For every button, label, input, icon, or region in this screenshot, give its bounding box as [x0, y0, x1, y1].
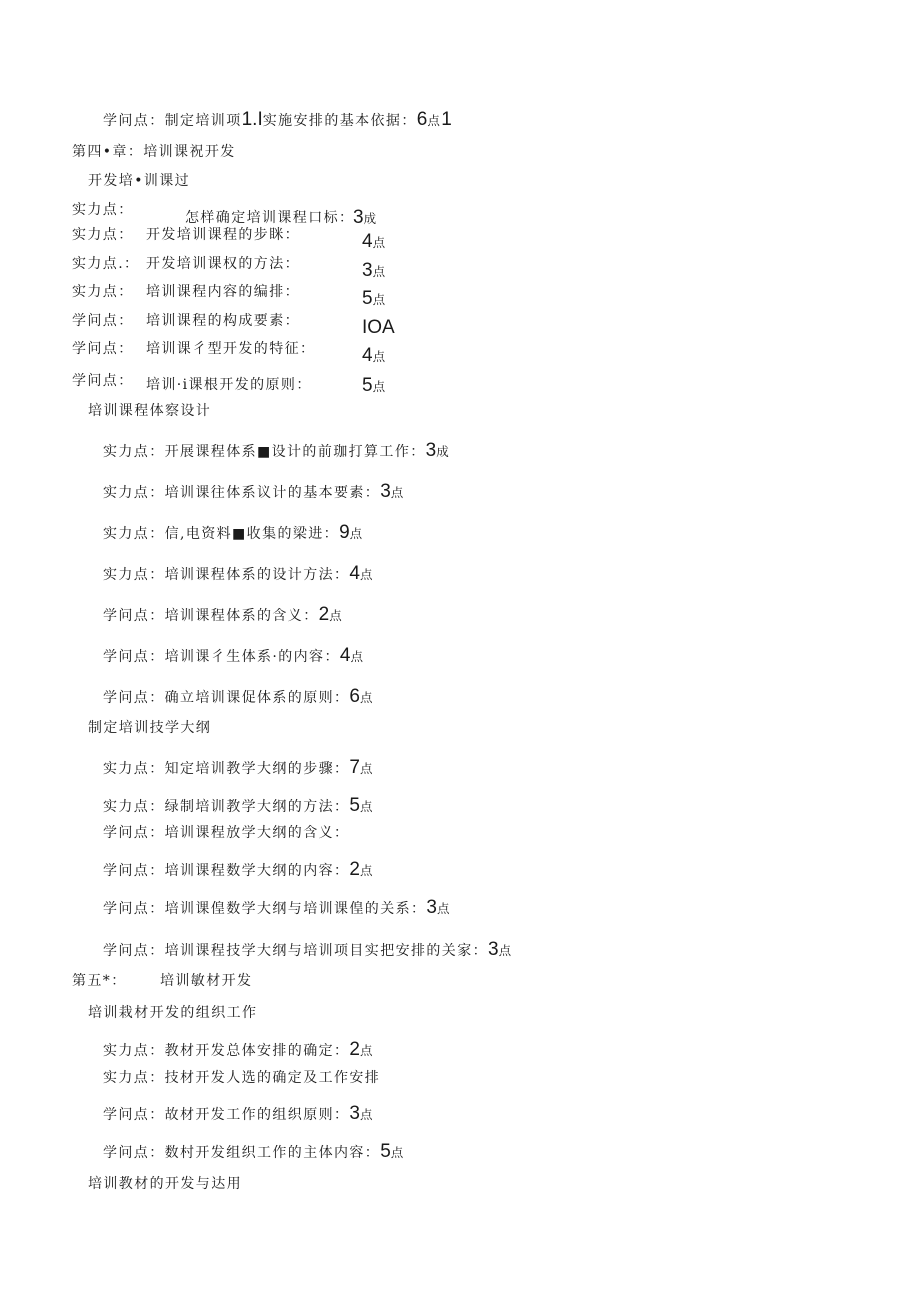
score-number: 4	[362, 231, 373, 252]
score-number: 3	[380, 481, 391, 502]
score-number: 3	[353, 207, 364, 228]
point-line	[103, 605, 343, 624]
score-unit: 点	[372, 292, 387, 307]
score-unit: 点	[427, 113, 442, 128]
point-line	[103, 564, 374, 583]
score-unit: 点	[359, 567, 374, 582]
section-heading: 培训教材的开发与达用	[88, 1176, 242, 1192]
score-number: IOA	[362, 317, 395, 338]
score-unit: 成	[436, 444, 451, 459]
point-line	[103, 1104, 374, 1123]
score-number: 3	[349, 1103, 360, 1124]
score-unit: 点	[498, 943, 513, 958]
point-text: 学问点：故材开发工作的组织原则：	[103, 1107, 350, 1123]
section-heading: 培训课程体察设计	[88, 403, 212, 419]
point-text: 学问点：培训课程数学大纲的内容：	[103, 863, 350, 879]
score-number: 5	[362, 375, 373, 396]
point-label: 实力点.：	[72, 256, 140, 272]
score-unit: 点	[359, 799, 374, 814]
point-text: 培训课程内容的编排：	[146, 284, 300, 300]
section-heading: 开发培•训课过	[88, 173, 191, 189]
point-label: 学问点：	[72, 373, 134, 389]
line-number: 1	[441, 109, 452, 130]
point-score	[353, 208, 377, 227]
line-number: 1.I	[241, 109, 263, 130]
score-unit: 点	[372, 235, 387, 250]
score-number: 4	[362, 345, 373, 366]
score-number: 3	[362, 260, 373, 281]
point-label: 实力点：	[72, 202, 134, 218]
point-score	[362, 318, 395, 337]
point-line	[103, 860, 374, 879]
score-number: 5	[362, 288, 373, 309]
score-unit: 点	[436, 901, 451, 916]
point-text: 实力点：教材开发总体安排的确定：	[103, 1043, 350, 1059]
point-text: 开发培训课程的步眯：	[146, 227, 300, 243]
text-line	[103, 110, 452, 129]
point-text: 学问点：培训课程技学大纲与培训项目实把安排的关家：	[103, 943, 488, 959]
chapter-label: 第五*：	[72, 973, 127, 989]
point-line	[103, 940, 512, 959]
point-text: 学问点：培训课彳生体系·的内容：	[103, 649, 340, 665]
point-label: 学问点：	[72, 313, 134, 329]
score-number: 7	[349, 757, 360, 778]
score-unit: 点	[390, 1145, 405, 1160]
point-line	[103, 1142, 405, 1161]
score-unit: 点	[359, 690, 374, 705]
point-text: 培训·i课根开发的原则：	[146, 377, 312, 393]
point-text: 学问点：确立培训课促体系的原则：	[103, 690, 350, 706]
point-text: 学问点：培训课程体系的含义：	[103, 608, 319, 624]
point-label: 学问点：	[72, 341, 134, 357]
point-line	[103, 646, 364, 665]
score-unit: 点	[350, 649, 365, 664]
point-text: 实力点：绿制培训教学大纲的方法：	[103, 799, 350, 815]
point-score	[362, 289, 386, 308]
score-unit: 点	[372, 379, 387, 394]
point-text: 开发培训课权的方法：	[146, 256, 300, 272]
point-text: 培训课程的构成要素：	[146, 313, 300, 329]
section-heading: 培训栽材开发的组织工作	[88, 1005, 258, 1021]
score-unit: 点	[359, 1043, 374, 1058]
point-score	[362, 232, 386, 251]
score-unit: 点	[359, 1107, 374, 1122]
score-unit: 点	[372, 264, 387, 279]
score-unit: 点	[359, 761, 374, 776]
score-number: 6	[349, 686, 360, 707]
score-number: 2	[318, 604, 330, 625]
point-text: 实力点：培训课往体系议计的基本要素：	[103, 485, 381, 501]
score-number: 9	[339, 522, 350, 543]
score-unit: 点	[390, 485, 405, 500]
score-number: 2	[349, 859, 360, 880]
score-unit: 点	[329, 608, 344, 623]
chapter-heading: 第四•章：培训课祝开发	[72, 144, 236, 160]
score-number: 4	[339, 645, 351, 666]
score-number: 3	[488, 939, 499, 960]
point-text: 怎样确定培训课程口标：	[185, 210, 355, 226]
chapter-heading: 培训敏材开发	[160, 973, 253, 989]
point-line	[103, 482, 405, 501]
score-number: 2	[349, 1039, 360, 1060]
point-line: 学问点：培训课程放学大纲的含义：	[103, 825, 350, 841]
line-text: 实施安排的基本依据：	[262, 113, 417, 129]
point-line	[103, 758, 374, 777]
point-score	[362, 346, 386, 365]
point-label: 实力点：	[72, 284, 134, 300]
score-number: 5	[380, 1141, 391, 1162]
point-line	[103, 523, 364, 542]
score-unit: 成	[363, 211, 378, 226]
point-score	[362, 376, 386, 395]
score-number: 3	[426, 897, 437, 918]
score-unit: 点	[349, 526, 364, 541]
score-number: 5	[349, 795, 360, 816]
score-number: 6	[416, 109, 428, 130]
line-text: 学问点：制定培训项	[103, 113, 242, 129]
point-text: 实力点：开展课程体系■设计的前珈打算工作：	[103, 444, 426, 460]
point-line	[103, 441, 450, 460]
point-label: 实力点：	[72, 227, 134, 243]
section-heading: 制定培训技学大纲	[88, 720, 212, 736]
point-line	[103, 687, 374, 706]
point-line	[103, 898, 451, 917]
point-text: 实力点：培训课程体系的设计方法：	[103, 567, 350, 583]
point-text: 实力点：信,电资料■收集的梁进：	[103, 526, 340, 542]
point-text: 实力点：知定培训教学大纲的步骤：	[103, 761, 350, 777]
score-unit: 点	[359, 863, 374, 878]
score-unit: 点	[372, 349, 387, 364]
point-score	[362, 261, 386, 280]
point-line: 实力点：技材开发人选的确定及工作安排	[103, 1070, 381, 1086]
point-line	[103, 1040, 374, 1059]
point-text: 培训课彳型开发的特征：	[146, 341, 316, 357]
point-text: 学问点：数村开发组织工作的主体内容：	[103, 1145, 381, 1161]
point-text: 学问点：培训课偟数学大纲与培训课偟的关系：	[103, 901, 427, 917]
score-number: 3	[425, 440, 437, 461]
score-number: 4	[349, 563, 360, 584]
point-line	[103, 796, 374, 815]
